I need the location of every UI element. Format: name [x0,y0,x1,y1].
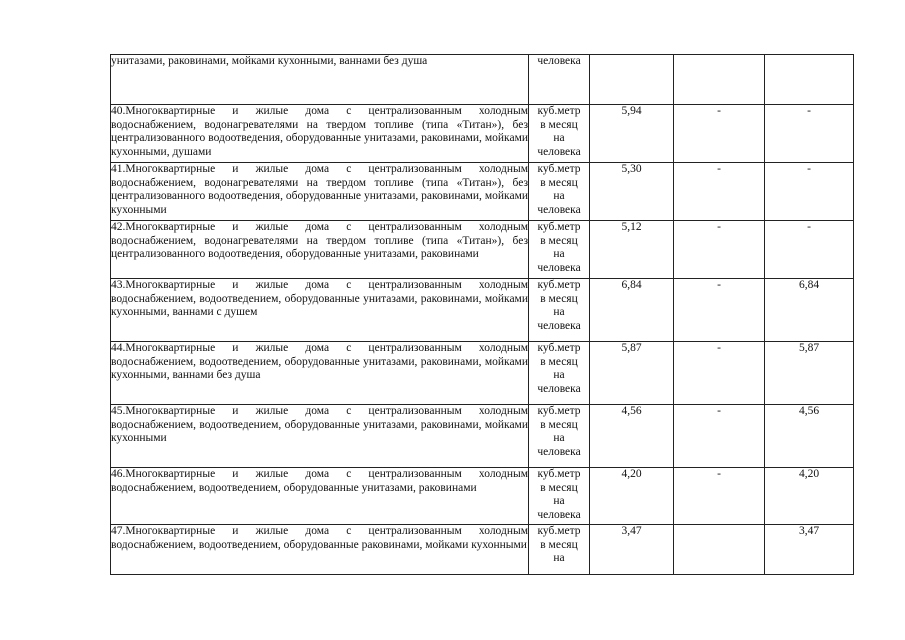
row-col5 [765,55,854,105]
row-description: 40.Многоквартирные и жилые дома с централизованным холодным водоснабжением, водонагревателями на твердом топливе (типа «Титан»), без централизованного водоотведения, оборудованные унитазами, раковинами, мойками кухонными, душами [111,105,529,163]
row-description: унитазами, раковинами, мойками кухонными, ваннами без душа [111,55,529,105]
row-col4 [674,525,765,575]
row-col4: - [674,468,765,525]
row-unit: куб.метр в месяц на человека [529,279,590,342]
row-col4 [674,55,765,105]
row-col5: - [765,163,854,221]
row-value: 3,47 [590,525,674,575]
row-unit: человека [529,55,590,105]
row-unit: куб.метр в месяц на [529,525,590,575]
row-col5: - [765,221,854,279]
row-description: 42.Многоквартирные и жилые дома с централизованным холодным водоснабжением, водонагревателями на твердом топливе (типа «Титан»), без централизованного водоотведения, оборудованные унитазами, раковинами [111,221,529,279]
row-unit: куб.метр в месяц на человека [529,342,590,405]
table-row [111,105,854,163]
row-value [590,55,674,105]
table-row [111,405,854,468]
consumption-norms-table [110,54,854,575]
table-row [111,525,854,575]
row-value: 4,20 [590,468,674,525]
row-description: 47.Многоквартирные и жилые дома с централизованным холодным водоснабжением, водоотведением, оборудованные раковинами, мойками кухонными [111,525,529,575]
row-description: 44.Многоквартирные и жилые дома с централизованным холодным водоснабжением, водоотведением, оборудованные унитазами, раковинами, мойками кухонными, ваннами без душа [111,342,529,405]
row-unit: куб.метр в месяц на человека [529,163,590,221]
table-row [111,163,854,221]
row-value: 5,87 [590,342,674,405]
row-value: 4,56 [590,405,674,468]
row-description: 46.Многоквартирные и жилые дома с централизованным холодным водоснабжением, водоотведением, оборудованные унитазами, раковинами [111,468,529,525]
row-unit: куб.метр в месяц на человека [529,221,590,279]
table-row [111,221,854,279]
row-unit: куб.метр в месяц на человека [529,468,590,525]
row-col4: - [674,279,765,342]
row-col5: 5,87 [765,342,854,405]
row-col4: - [674,405,765,468]
row-col4: - [674,105,765,163]
row-description: 43.Многоквартирные и жилые дома с централизованным холодным водоснабжением, водоотведением, оборудованные унитазами, раковинами, мойками кухонными, ваннами с душем [111,279,529,342]
table-row [111,468,854,525]
row-col5: 4,56 [765,405,854,468]
row-value: 6,84 [590,279,674,342]
row-col4: - [674,163,765,221]
row-unit: куб.метр в месяц на человека [529,405,590,468]
table-row [111,55,854,105]
row-col5: 4,20 [765,468,854,525]
row-col4: - [674,342,765,405]
row-col5: 3,47 [765,525,854,575]
table-row [111,279,854,342]
row-description: 45.Многоквартирные и жилые дома с централизованным холодным водоснабжением, водоотведением, оборудованные унитазами, раковинами, мойками кухонными [111,405,529,468]
row-unit: куб.метр в месяц на человека [529,105,590,163]
row-value: 5,30 [590,163,674,221]
row-value: 5,94 [590,105,674,163]
table-row [111,342,854,405]
row-col5: 6,84 [765,279,854,342]
row-value: 5,12 [590,221,674,279]
row-description: 41.Многоквартирные и жилые дома с централизованным холодным водоснабжением, водонагревателями на твердом топливе (типа «Титан»), без централизованного водоотведения, оборудованные унитазами, раковинами, мойками кухонными [111,163,529,221]
row-col4: - [674,221,765,279]
row-col5: - [765,105,854,163]
